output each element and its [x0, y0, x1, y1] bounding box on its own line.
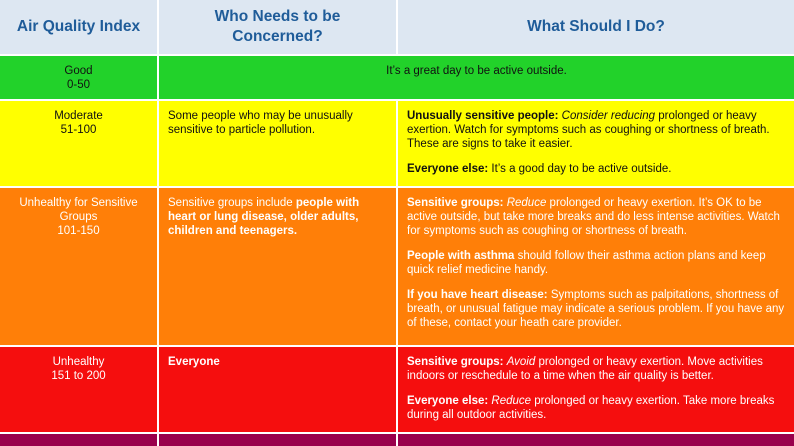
- who-text: Some people who may be unusually sensitive to particle pollution.: [168, 110, 353, 136]
- advice-unhealthy: [398, 347, 794, 432]
- who-unhealthy: [159, 347, 398, 432]
- row-good: [0, 56, 794, 101]
- header-what: What Should I Do?: [527, 18, 665, 35]
- who-very-unhealthy: [159, 434, 398, 446]
- who-unhealthy-sensitive: Sensitive groups include people with heart or lung disease, older adults, children and teenagers.: [159, 188, 398, 345]
- row-unhealthy: [0, 347, 794, 434]
- advice-paragraph: Sensitive groups: Reduce prolonged or heavy exertion. It’s OK to be active outside, but take more breaks and do less intense activities. Watch for symptoms such as coughing or shortness of breath.: [407, 197, 780, 237]
- level-label: Unhealthy: [52, 356, 105, 368]
- level-label: Unhealthy for Sensitive: [19, 197, 138, 209]
- who-text: Everyone: [168, 356, 220, 368]
- row-moderate: [0, 101, 794, 188]
- level-range: 0-50: [66, 79, 91, 91]
- level-label-line2: Groups: [59, 211, 98, 223]
- who-moderate: [159, 101, 398, 186]
- aqi-level-unhealthy: [0, 347, 159, 432]
- row-unhealthy-sensitive: [0, 188, 794, 347]
- header-who: Who Needs to be Concerned?: [159, 0, 398, 54]
- advice-paragraph: Sensitive groups: Avoid prolonged or heavy exertion. Move activities indoors or reschedule to a time when the air quality is better.: [407, 356, 763, 382]
- aqi-level-moderate: [0, 101, 159, 186]
- aqi-level-unhealthy-sensitive: [0, 188, 159, 345]
- advice-paragraph: Everyone else: It’s a good day to be active outside.: [407, 163, 672, 175]
- level-range: 51-100: [60, 124, 97, 136]
- row-very-unhealthy-partial: [0, 434, 794, 446]
- level-range: 101-150: [57, 225, 100, 237]
- table-header-row: [0, 0, 794, 56]
- advice-paragraph: Unusually sensitive people: Consider reducing prolonged or heavy exertion. Watch for symptoms such as coughing or shortness of breath. These are signs to take it easier.: [407, 110, 770, 150]
- advice-paragraph: Everyone else: Reduce prolonged or heavy exertion. Take more breaks during all outdoor activities.: [407, 395, 775, 421]
- level-label: Moderate: [54, 110, 103, 122]
- advice-good: It’s a great day to be active outside.: [386, 65, 567, 77]
- header-aqi: Air Quality Index: [0, 0, 159, 54]
- advice-unhealthy-sensitive: [398, 188, 794, 345]
- aqi-level-good: [0, 56, 159, 99]
- advice-very-unhealthy: [398, 434, 794, 446]
- advice-paragraph: People with asthma should follow their asthma action plans and keep quick relief medicine handy.: [407, 250, 766, 276]
- level-label: Good: [64, 65, 93, 77]
- level-range: 151 to 200: [51, 370, 106, 382]
- advice-paragraph: If you have heart disease: Symptoms such as palpitations, shortness of breath, or unusual fatigue may indicate a serious problem. If you have any of these, contact your heath care provider.: [407, 289, 785, 329]
- advice-moderate: [398, 101, 794, 186]
- aqi-level-very-unhealthy: [0, 434, 159, 446]
